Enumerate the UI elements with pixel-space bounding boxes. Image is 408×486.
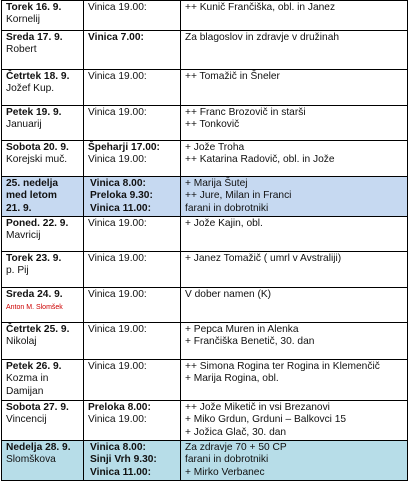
intention: + Janez Tomažič ( umrl v Avstraliji) xyxy=(185,253,342,264)
mass-cell xyxy=(84,31,181,70)
day-label: Petek 19. 9. xyxy=(6,107,62,118)
intention: Za zdravje 70 + 50 CP xyxy=(185,442,287,453)
mass-cell xyxy=(84,323,181,360)
day-cell xyxy=(2,70,84,106)
intention: + Mirko Verbanec xyxy=(185,466,265,478)
saint-label: Januarij xyxy=(6,119,42,131)
day-cell xyxy=(2,441,84,481)
day-label: Petek 26. 9. xyxy=(6,361,62,372)
day-label: Torek 23. 9. xyxy=(6,253,62,264)
intention-cell xyxy=(181,1,408,31)
mass-time: Sinji Vrh 9.30: xyxy=(90,454,157,466)
day-cell xyxy=(2,217,84,252)
mass-time: Vinica 19.00: xyxy=(88,218,147,229)
intention: V dober namen (K) xyxy=(185,289,272,300)
mass-time: Vinica 19.00: xyxy=(88,414,147,426)
day-label: Torek 16. 9. xyxy=(6,2,62,13)
intention-cell xyxy=(181,177,408,217)
day-cell xyxy=(2,401,84,441)
saint-label: Robert xyxy=(6,44,37,56)
intention-cell xyxy=(181,31,408,70)
mass-cell xyxy=(84,360,181,401)
saint-label: Korejski muč. xyxy=(6,154,68,166)
mass-time: Vinica 7.00: xyxy=(88,32,144,43)
day-cell xyxy=(2,177,84,217)
saint-label: Mavricij xyxy=(6,230,41,242)
intention-cell xyxy=(181,360,408,401)
mass-cell xyxy=(84,106,181,141)
day-label: Sobota 27. 9. xyxy=(6,402,69,413)
intention: ++ Tomažič in Šneler xyxy=(185,71,280,82)
mass-time: Vinica 8.00: xyxy=(90,178,146,189)
intention-cell xyxy=(181,70,408,106)
table-row xyxy=(2,70,408,106)
mass-cell xyxy=(84,141,181,177)
table-row xyxy=(2,1,408,31)
day-label: 25. nedelja xyxy=(6,178,59,189)
intention: ++ Jože Miketič in vsi Brezanovi xyxy=(185,402,330,413)
mass-cell xyxy=(84,177,181,217)
saint-label: Nikolaj xyxy=(6,336,37,348)
day-label: Četrtek 25. 9. xyxy=(6,324,70,335)
intention-cell xyxy=(181,441,408,481)
mass-cell xyxy=(84,252,181,288)
saint-label: Kozma in xyxy=(6,373,49,385)
saint-label: Vincencij xyxy=(6,414,47,426)
day-cell xyxy=(2,141,84,177)
day-cell xyxy=(2,106,84,141)
intention: + Pepca Muren in Alenka xyxy=(185,324,299,335)
mass-time: Špeharji 17.00: xyxy=(88,142,160,153)
table-row xyxy=(2,360,408,401)
day-cell xyxy=(2,252,84,288)
mass-time: Vinica 19.00: xyxy=(88,107,147,118)
table-row xyxy=(2,401,408,441)
intention: farani in dobrotniki xyxy=(185,454,269,466)
intention: ++ Franc Brozovič in starši xyxy=(185,107,306,118)
day-cell xyxy=(2,360,84,401)
table-row xyxy=(2,177,408,217)
saint-label: Jožef Kup. xyxy=(6,83,55,95)
day-cell xyxy=(2,1,84,31)
table-row xyxy=(2,252,408,288)
saint-label: p. Pij xyxy=(6,265,29,277)
table-row xyxy=(2,323,408,360)
table-row xyxy=(2,31,408,70)
intention: ++ Jure, Milan in Franci xyxy=(185,190,292,202)
intention: farani in dobrotniki xyxy=(185,202,269,214)
mass-cell xyxy=(84,441,181,481)
saint-label: Kornelij xyxy=(6,14,40,26)
table-row xyxy=(2,141,408,177)
day-cell xyxy=(2,323,84,360)
mass-time: Vinica 11.00: xyxy=(90,202,151,214)
day-label: 21. 9. xyxy=(6,202,32,214)
mass-time: Preloka 8.00: xyxy=(88,402,151,413)
mass-time: Vinica 19.00: xyxy=(88,2,147,13)
intention-cell xyxy=(181,106,408,141)
intention: + Frančiška Benetič, 30. dan xyxy=(185,336,315,348)
day-label: Poned. 22. 9. xyxy=(6,218,69,229)
intention-cell xyxy=(181,217,408,252)
table-row xyxy=(2,217,408,252)
saint-label: Anton M. Slomšek xyxy=(6,304,63,312)
day-label: Sobota 20. 9. xyxy=(6,142,69,153)
mass-cell xyxy=(84,70,181,106)
intention-cell xyxy=(181,141,408,177)
saint-label: Damijan xyxy=(6,385,44,397)
intention: + Jožica Glač, 30. dan xyxy=(185,426,287,438)
intention: ++ Katarina Radovič, obl. in Jože xyxy=(185,154,335,166)
intention: + Marija Rogina, obl. xyxy=(185,373,279,385)
intention-cell xyxy=(181,401,408,441)
day-label: Sreda 17. 9. xyxy=(6,32,63,43)
day-cell xyxy=(2,288,84,323)
mass-schedule-table xyxy=(1,0,408,481)
day-label: med letom xyxy=(6,190,57,202)
intention: + Jože Kajin, obl. xyxy=(185,218,263,229)
mass-time: Vinica 19.00: xyxy=(88,361,147,372)
mass-time: Vinica 11.00: xyxy=(90,466,151,478)
mass-time: Vinica 19.00: xyxy=(88,324,147,335)
intention: Za blagoslov in zdravje v družinah xyxy=(185,32,340,43)
day-label: Nedelja 28. 9. xyxy=(6,442,71,453)
intention: + Marija Šutej xyxy=(185,178,248,189)
mass-time: Preloka 9.30: xyxy=(90,190,153,202)
mass-time: Vinica 8.00: xyxy=(90,442,146,453)
mass-time: Vinica 19.00: xyxy=(88,289,147,300)
table-row xyxy=(2,288,408,323)
mass-cell xyxy=(84,288,181,323)
day-cell xyxy=(2,31,84,70)
mass-cell xyxy=(84,401,181,441)
intention: ++ Kunič Frančiška, obl. in Janez xyxy=(185,2,336,13)
mass-cell xyxy=(84,217,181,252)
table-row xyxy=(2,441,408,481)
mass-cell xyxy=(84,1,181,31)
intention: + Miko Grdun, Grduni – Balkovci 15 xyxy=(185,414,347,426)
intention: ++ Simona Rogina ter Rogina in Klemenčič xyxy=(185,361,380,372)
intention-cell xyxy=(181,288,408,323)
day-label: Četrtek 18. 9. xyxy=(6,71,70,82)
saint-label: Slomškova xyxy=(6,454,56,466)
intention-cell xyxy=(181,323,408,360)
mass-time: Vinica 19.00: xyxy=(88,253,147,264)
table-row xyxy=(2,106,408,141)
mass-time: Vinica 19.00: xyxy=(88,154,147,166)
intention: + Jože Troha xyxy=(185,142,245,153)
mass-time: Vinica 19.00: xyxy=(88,71,147,82)
day-label: Sreda 24. 9. xyxy=(6,289,63,300)
intention-cell xyxy=(181,252,408,288)
intention: ++ Tonkovič xyxy=(185,119,240,131)
